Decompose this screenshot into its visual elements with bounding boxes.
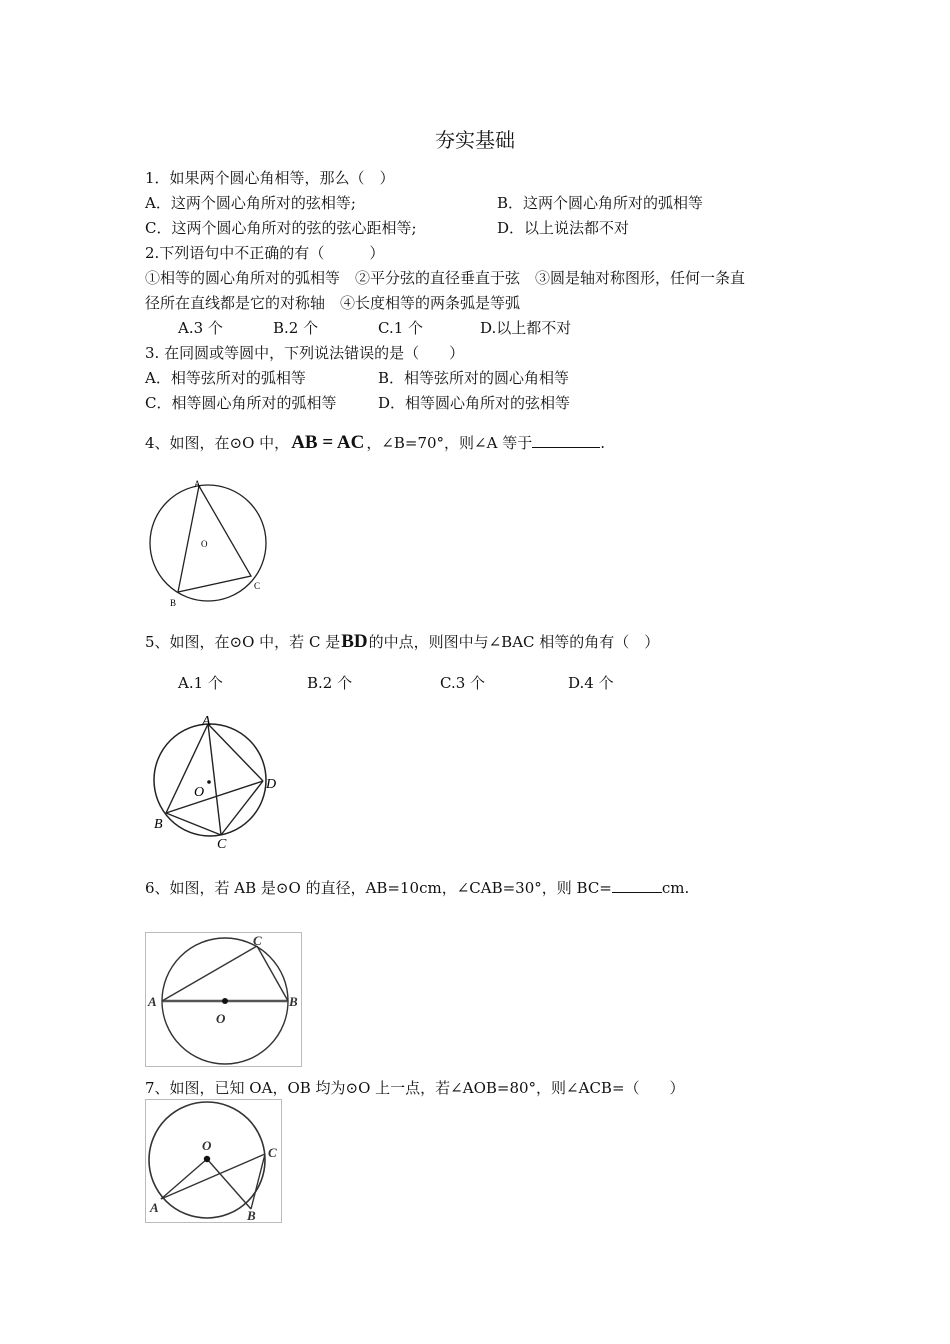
q3-option-d: D．相等圆心角所对的弦相等 [378,394,571,412]
q1-option-b: B．这两个圆心角所对的弧相等 [497,194,704,212]
q5-label-a: A [202,714,211,729]
q4-prefix: 4、如图，在⊙O 中， [145,434,290,452]
q4-end: . [600,434,606,452]
q3-option-b: B．相等弦所对的圆心角相等 [378,369,570,387]
q2-statements-line1: ①相等的圆心角所对的弧相等 ②平分弦的直径垂直于弦 ③圆是轴对称图形，任何一条直 [145,269,746,287]
q5-option-b: B.2 个 [307,674,353,692]
q6-suffix: cm. [661,879,690,897]
q3-option-c: C．相等圆心角所对的弧相等 [145,394,337,412]
q7-chord-bc [251,1154,265,1209]
q3-stem: 3. 在同圆或等圆中，下列说法错误的是（ ） [145,344,465,362]
q2-statements-line2: 径所在直线都是它的对称轴 ④长度相等的两条弧是等弧 [145,294,521,312]
q4-stem [145,433,605,453]
q6-label-c: C [253,933,262,948]
q6-center-dot [222,998,228,1004]
q4-label-b: B [170,598,177,608]
q5-option-c: C.3 个 [440,674,486,692]
page-title: 夯实基础 [435,128,515,152]
q7-radius-oa [161,1159,207,1199]
q5-label-d: D [266,777,277,792]
q5-option-a: A.1 个 [178,674,223,692]
q5-chord-ac [208,724,221,835]
q4-label-c: C [254,581,261,591]
q4-triangle [178,486,251,592]
q1-option-c: C．这两个圆心角所对的弦的弦心距相等; [145,219,417,237]
q7-stem: 7、如图，已知 OA，OB 均为⊙O 上一点，若∠AOB=80°，则∠ACB=（ ） [145,1079,685,1097]
q1-option-a: A．这两个圆心角所对的弦相等; [145,194,356,212]
q6-prefix: 6、如图，若 AB 是⊙O 的直径，AB=10cm，∠CAB=30°，则 BC= [145,879,612,897]
q5-figure [148,710,284,854]
q7-figure [145,1099,282,1223]
q7-radius-ob [207,1159,251,1209]
q5-option-d: D.4 个 [568,674,614,692]
q2-stem: 2.下列语句中不正确的有（ ） [145,244,385,262]
q6-answer-blank[interactable] [612,878,662,893]
q4-arc-equation: AB = AC [291,432,365,453]
q7-chord-ac [161,1154,265,1199]
q1-option-d: D．以上说法都不对 [497,219,630,237]
q4-label-o: O [201,539,208,549]
q1-stem: 1．如果两个圆心角相等，那么（ ） [145,169,395,187]
q6-label-o: O [216,1011,226,1026]
q5-arc: BD [341,631,368,652]
q4-answer-blank[interactable] [532,433,600,448]
q6-chord-bc [257,946,288,1001]
q7-label-c: C [268,1145,277,1160]
q4-label-a: A [194,479,201,489]
q6-label-b: B [289,994,298,1009]
q5-chord-cd [221,781,263,835]
q2-option-d: D.以上都不对 [480,319,572,337]
q5-label-b: B [154,817,163,832]
q6-label-a: A [148,994,157,1009]
q5-suffix: 的中点，则图中与∠BAC 相等的角有（ ） [368,633,660,651]
q5-stem [145,632,659,652]
q5-chord-ad [208,724,263,781]
q7-center-dot [204,1156,210,1162]
q5-prefix: 5、如图，在⊙O 中，若 C 是 [145,633,341,651]
q5-label-o: O [194,785,205,800]
q2-option-b: B.2 个 [273,319,319,337]
q7-label-b: B [247,1208,256,1223]
q7-label-o: O [202,1138,212,1153]
q3-option-a: A．相等弦所对的弧相等 [145,369,306,387]
q5-center-dot [207,780,211,784]
q6-figure [145,932,302,1067]
q2-option-a: A.3 个 [178,319,223,337]
q6-chord-ac [162,946,257,1001]
q7-label-a: A [150,1200,159,1215]
q5-label-c: C [217,837,227,852]
q4-suffix: ，∠B=70°，则∠A 等于 [366,434,533,452]
q2-option-c: C.1 个 [378,319,424,337]
q6-stem [145,878,689,898]
q4-figure [146,476,270,610]
q5-chord-bd [166,781,263,813]
